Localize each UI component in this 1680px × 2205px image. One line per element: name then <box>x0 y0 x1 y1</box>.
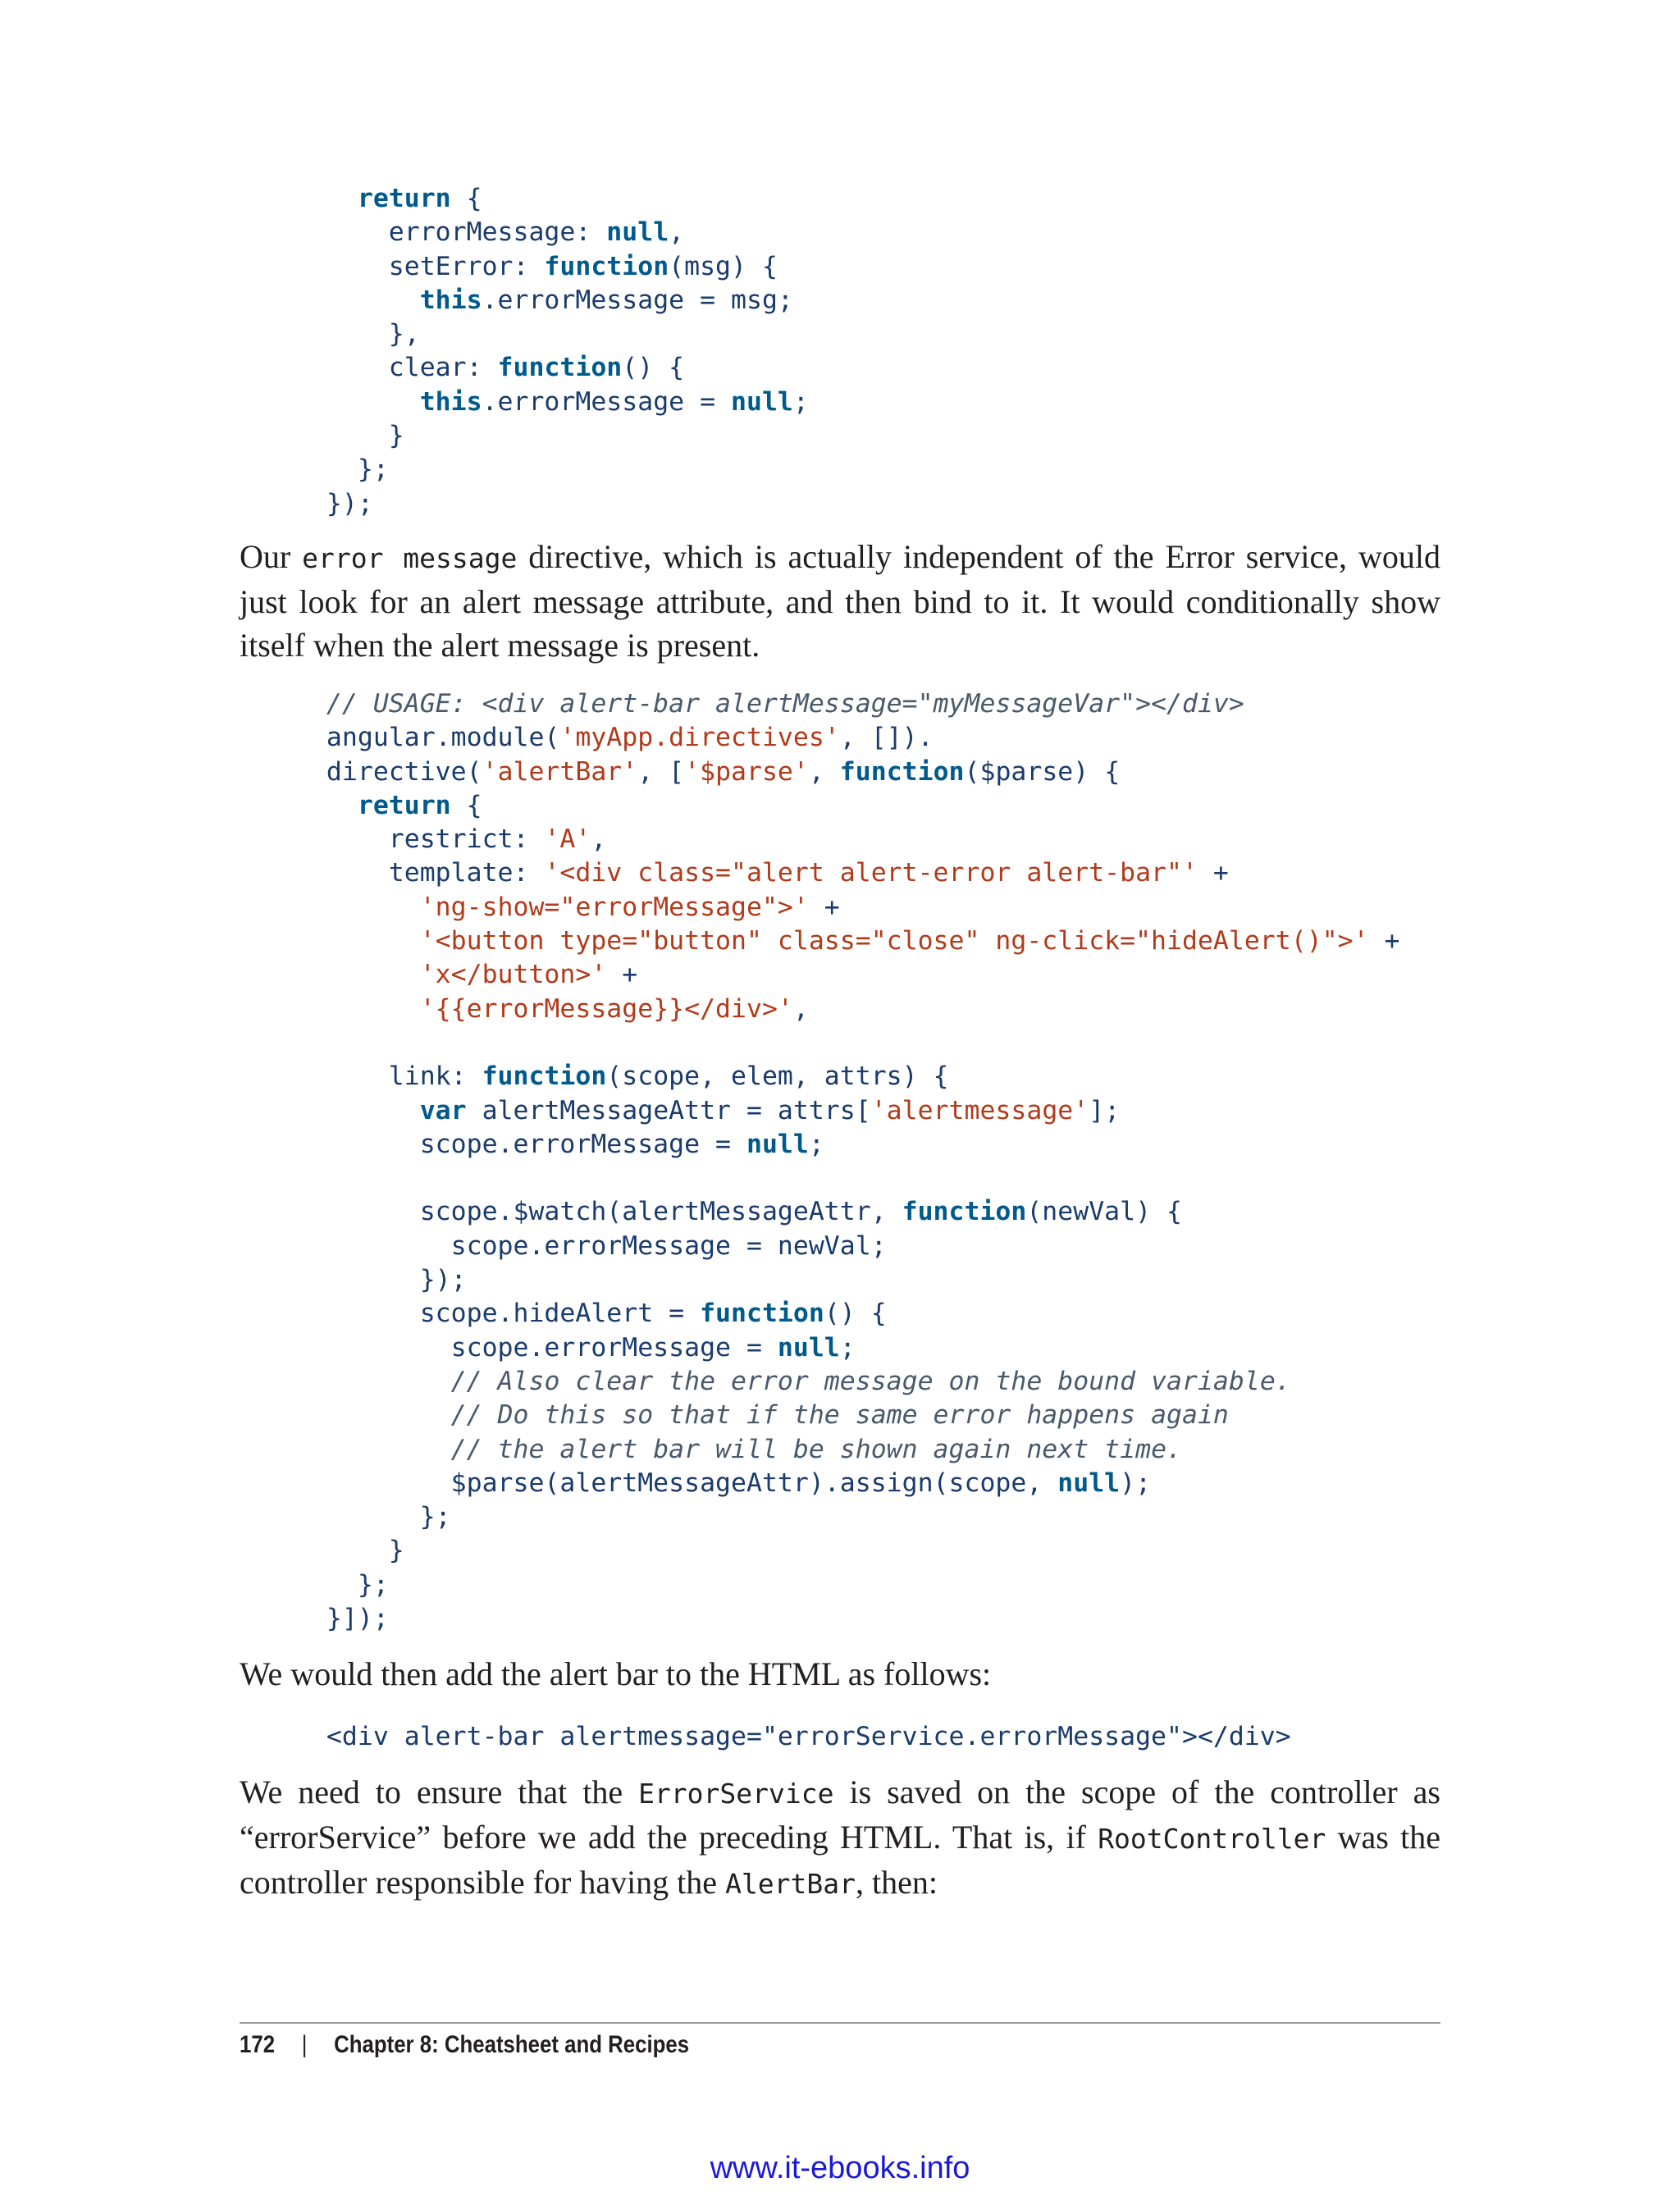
code-line <box>295 924 1400 958</box>
code-token: { <box>450 790 482 820</box>
code-token: (newVal) { <box>1026 1197 1182 1227</box>
code-token: function <box>902 1197 1027 1227</box>
inline-code: ErrorService <box>638 1778 834 1810</box>
code-line <box>295 721 1400 755</box>
footer-separator: | <box>301 2031 308 2058</box>
code-line <box>295 386 809 419</box>
inline-code: AlertBar <box>725 1868 856 1900</box>
code-line <box>295 182 809 216</box>
code-token: '<button type="button" class="close" ng-click="hideAlert()">' <box>419 926 1369 956</box>
footer-divider <box>240 2022 1440 2024</box>
code-line <box>295 1720 1291 1754</box>
code-token: $parse(alertMessageAttr).assign(scope, <box>295 1468 1058 1498</box>
code-token: } <box>295 1536 404 1566</box>
code-token: null <box>1057 1468 1121 1498</box>
code-line <box>295 1568 1400 1602</box>
code-line <box>295 856 1400 890</box>
code-token: }]); <box>295 1604 389 1634</box>
code-line <box>295 1500 1400 1534</box>
code-line <box>295 1365 1400 1399</box>
code-token: null <box>731 386 793 417</box>
code-token: (scope, elem, attrs) { <box>606 1061 949 1092</box>
code-line <box>295 317 809 351</box>
code-token: alertMessageAttr = attrs[ <box>466 1095 871 1125</box>
code-token: 'ng-show="errorMessage">' <box>419 892 809 922</box>
inline-code: error message <box>302 542 518 574</box>
code-line <box>295 1399 1400 1432</box>
code-token: 'alertmessage' <box>870 1095 1089 1125</box>
code-token: // Do this so that if the same error happens again <box>450 1400 1229 1431</box>
code-token: { <box>450 184 482 213</box>
code-block-3 <box>295 1720 1291 1754</box>
code-token: (msg) { <box>669 251 778 281</box>
code-token <box>295 285 420 315</box>
paragraph-text: Our <box>240 538 303 575</box>
code-line <box>295 756 1400 789</box>
code-token: null <box>746 1129 809 1159</box>
code-token: function <box>482 1061 607 1092</box>
code-token: }; <box>295 1502 451 1532</box>
code-line <box>295 1230 1400 1263</box>
code-token: , []). <box>839 723 934 753</box>
paragraph-error-message-directive <box>240 535 1440 667</box>
code-token: + <box>808 892 840 922</box>
code-token: null <box>777 1332 840 1363</box>
code-token: }); <box>295 1265 467 1295</box>
code-token: ]; <box>1089 1095 1121 1125</box>
page-footer <box>240 2031 689 2059</box>
code-line <box>295 351 809 385</box>
code-token: ; <box>808 1129 824 1159</box>
code-token: + <box>1368 926 1400 956</box>
code-token: 'A' <box>544 824 591 855</box>
code-token: scope.errorMessage = newVal; <box>295 1230 887 1261</box>
code-line <box>295 1331 1400 1365</box>
code-line <box>295 1263 1400 1297</box>
code-token: <div alert-bar alertmessage="errorService.errorMessage"></div> <box>295 1722 1291 1751</box>
code-token <box>295 892 420 922</box>
code-token: () { <box>622 353 685 383</box>
code-token: ); <box>1120 1468 1152 1498</box>
paragraph-text: We need to ensure that the <box>240 1774 639 1810</box>
inline-code: RootController <box>1098 1823 1326 1855</box>
paragraph-text: is saved on the scope of the controller as “errorService” before we add the preceding HTML. That is, if <box>240 1774 1440 1856</box>
code-token: scope.errorMessage = <box>295 1332 778 1363</box>
code-line <box>295 1162 1400 1195</box>
code-line <box>295 216 809 249</box>
code-token: ; <box>839 1332 856 1363</box>
code-line <box>295 1602 1400 1636</box>
code-line <box>295 1195 1400 1229</box>
code-block-1 <box>295 182 809 521</box>
code-line <box>295 1467 1400 1500</box>
code-token: }; <box>295 1569 389 1600</box>
code-token: ($parse) { <box>964 756 1121 787</box>
code-token: + <box>606 960 638 990</box>
code-token: angular.module( <box>295 723 560 753</box>
code-line <box>295 453 809 486</box>
paragraph-text: , then: <box>856 1864 938 1901</box>
code-token: // USAGE: <div alert-bar alertMessage="myMessageVar"></div> <box>295 689 1244 719</box>
code-token <box>295 1400 451 1430</box>
paragraph-error-service-scope <box>240 1770 1440 1906</box>
code-line <box>295 284 809 317</box>
code-line <box>295 487 809 521</box>
code-token: link: <box>295 1061 482 1092</box>
code-token: .errorMessage = <box>482 386 732 417</box>
code-token: '<div class="alert alert-error alert-bar"' <box>544 858 1198 888</box>
code-token: }, <box>295 319 420 349</box>
code-token: 'x</button>' <box>419 960 607 990</box>
paragraph-text: was the controller responsible for having the <box>240 1819 1440 1901</box>
code-token: template: <box>295 858 545 888</box>
code-line <box>295 789 1400 823</box>
code-token: // the alert bar will be shown again next time. <box>450 1434 1182 1464</box>
code-token: }; <box>295 454 389 485</box>
code-line <box>295 1094 1400 1128</box>
code-line <box>295 1534 1400 1568</box>
code-line <box>295 993 1400 1026</box>
code-token: scope.hideAlert = <box>295 1299 701 1329</box>
code-token: function <box>544 251 669 281</box>
code-token: null <box>606 217 669 248</box>
paragraph-text: directive, which is actually independent of the Error service, would just look for an alert message attribute, and then bind to it. It would conditionally show itself when the alert message is present. <box>240 538 1440 664</box>
code-token: scope.$watch(alertMessageAttr, <box>295 1197 902 1227</box>
code-line <box>295 1026 1400 1060</box>
code-token <box>295 1367 451 1396</box>
code-token: .errorMessage = msg; <box>482 285 793 315</box>
code-token: , <box>669 217 685 248</box>
code-token: '$parse' <box>684 756 809 787</box>
code-token: 'alertBar' <box>482 756 638 787</box>
code-token: var <box>419 1095 467 1125</box>
code-token: this <box>419 285 482 315</box>
code-token: setError: <box>295 251 545 281</box>
code-token <box>295 1435 451 1464</box>
code-line <box>295 891 1400 924</box>
code-token: } <box>295 421 404 451</box>
code-token: this <box>419 386 482 417</box>
code-token <box>295 387 420 417</box>
code-token: 'myApp.directives' <box>559 723 840 753</box>
code-line <box>295 958 1400 992</box>
code-token <box>295 926 420 956</box>
code-line <box>295 1128 1400 1162</box>
code-token <box>295 1096 420 1125</box>
code-line <box>295 1297 1400 1331</box>
chapter-title: Chapter 8: Cheatsheet and Recipes <box>334 2031 690 2058</box>
code-token <box>295 960 420 989</box>
code-token: clear: <box>295 353 498 383</box>
code-token: return <box>357 790 451 820</box>
code-token: errorMessage: <box>295 217 607 248</box>
code-token: ; <box>792 386 809 417</box>
watermark-link[interactable]: www.it-ebooks.info <box>710 2151 970 2185</box>
code-line <box>295 1060 1400 1093</box>
code-block-2 <box>295 687 1400 1636</box>
code-line <box>295 1433 1400 1467</box>
code-token: , [ <box>637 756 685 787</box>
code-token <box>295 994 420 1024</box>
code-token: function <box>839 756 965 787</box>
code-token: () { <box>824 1299 887 1329</box>
code-line <box>295 419 809 453</box>
code-line <box>295 823 1400 856</box>
paragraph-add-alert-bar: We would then add the alert bar to the HTML as follows: <box>240 1655 992 1692</box>
code-token: }); <box>295 488 373 518</box>
code-line <box>295 687 1400 721</box>
code-token: scope.errorMessage = <box>295 1129 746 1159</box>
code-token: , <box>792 993 809 1024</box>
code-token: restrict: <box>295 824 545 855</box>
code-token: function <box>497 353 623 383</box>
code-token: '{{errorMessage}}</div>' <box>419 993 793 1024</box>
code-token: + <box>1197 858 1229 888</box>
code-line <box>295 250 809 284</box>
code-token: , <box>808 756 840 787</box>
code-token <box>295 791 358 820</box>
code-token: function <box>700 1299 824 1329</box>
code-token: return <box>357 184 451 213</box>
code-token <box>295 184 358 213</box>
code-token: , <box>591 824 607 855</box>
page-number: 172 <box>240 2031 276 2058</box>
code-token: directive( <box>295 756 482 787</box>
code-token: // Also clear the error message on the bound variable. <box>450 1366 1291 1396</box>
